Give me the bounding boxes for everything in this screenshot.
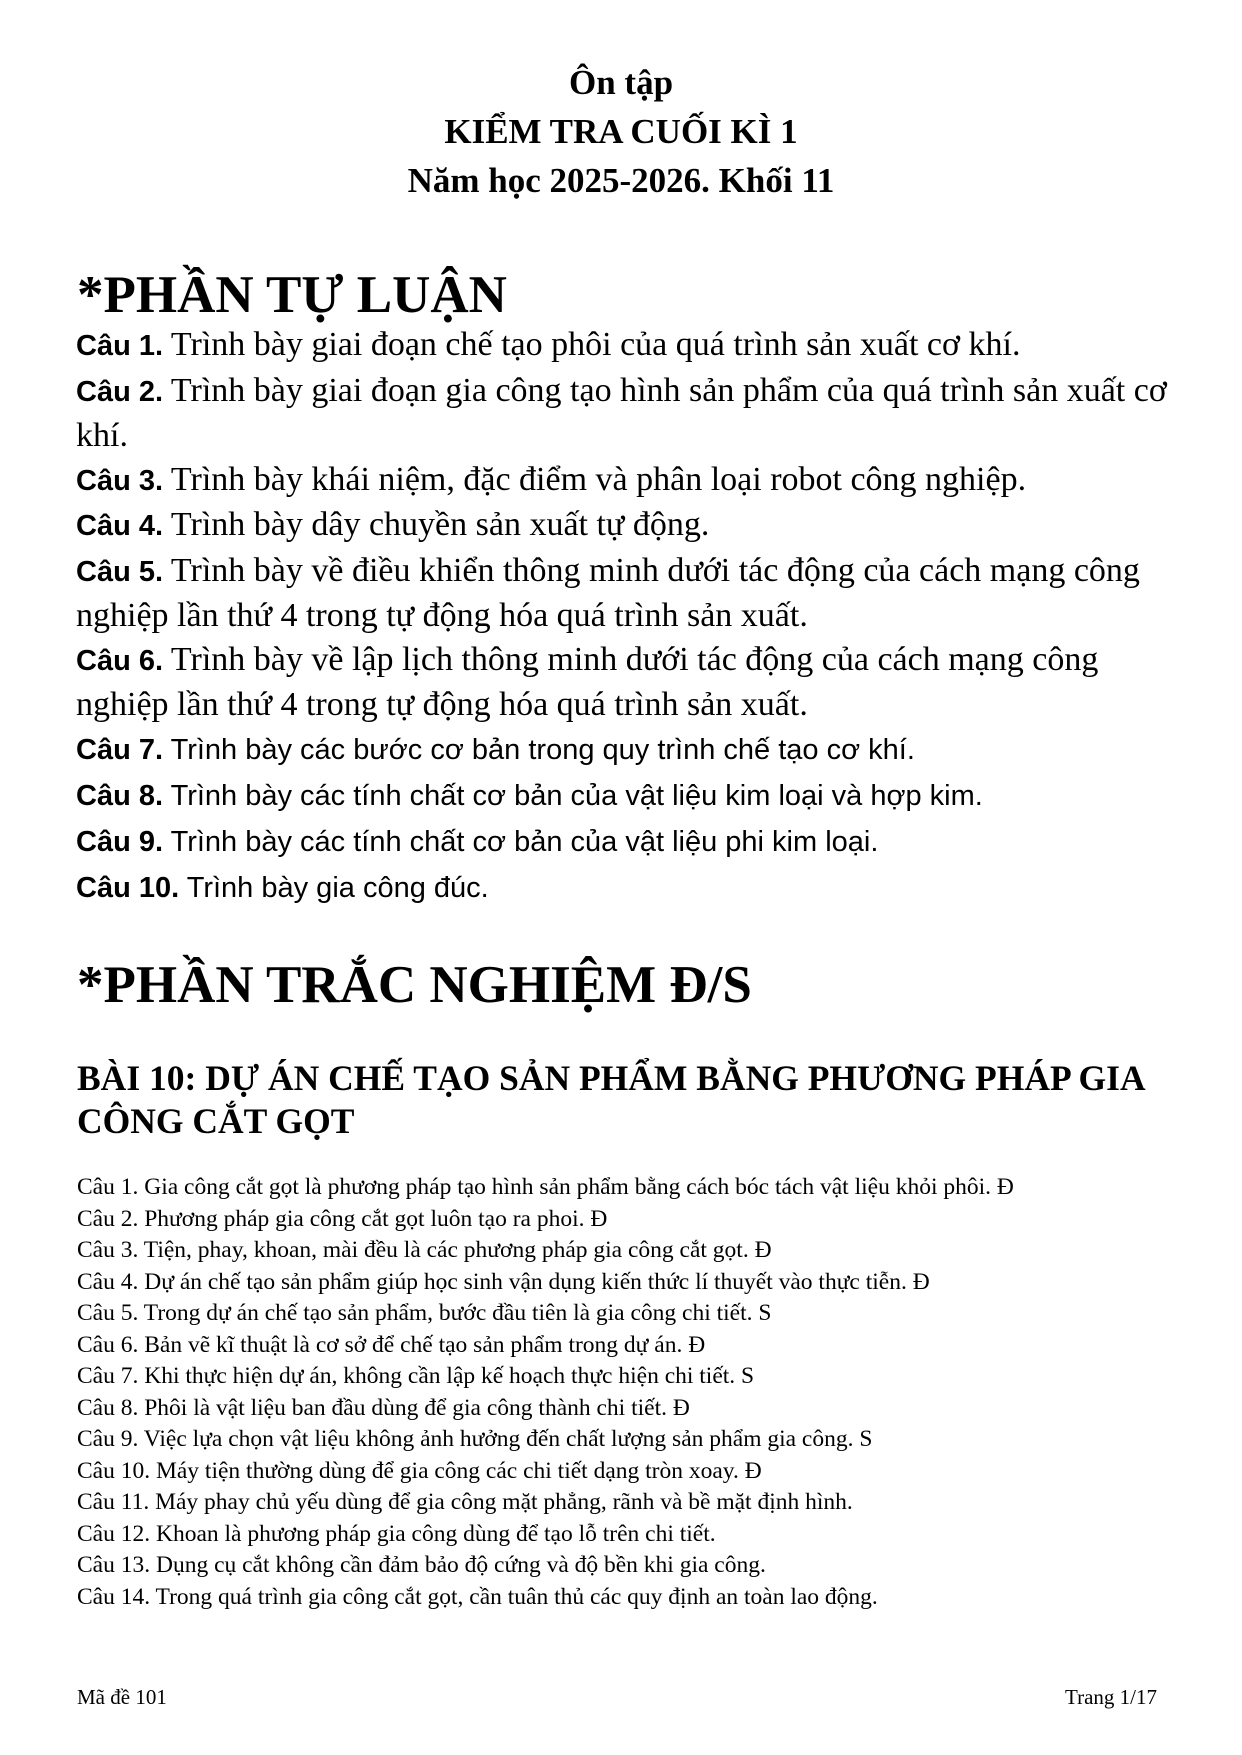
question-label: Câu 10. [76, 871, 180, 904]
question-label: Câu 5. [76, 555, 164, 588]
question-label: Câu 7. [76, 733, 164, 766]
question-text: Trình bày về lập lịch thông minh dưới tác động của cách mạng công nghiệp lần thứ 4 trong tự động hóa quá trình sản xuất. [76, 640, 1099, 723]
header-school-year: Năm học 2025-2026. Khối 11 [407, 161, 835, 200]
true-false-item: Câu 14. Trong quá trình gia công cắt gọt, cần tuân thủ các quy định an toàn lao động. [77, 1583, 878, 1610]
essay-question-list [76, 323, 1186, 911]
essay-question [76, 323, 1186, 369]
true-false-item: Câu 1. Gia công cắt gọt là phương pháp tạo hình sản phẩm bằng cách bóc tách vật liệu khỏi phôi. Đ [77, 1174, 1014, 1200]
question-label: Câu 4. [76, 510, 164, 542]
true-false-item: Câu 6. Bản vẽ kĩ thuật là cơ sở để chế tạo sản phẩm trong dự án. Đ [77, 1331, 706, 1358]
essay-question [76, 773, 1186, 819]
header-exam-title: KIỂM TRA CUỐI KÌ 1 [444, 112, 798, 151]
true-false-item: Câu 8. Phôi là vật liệu ban đầu dùng để gia công thành chi tiết. Đ [77, 1394, 690, 1421]
true-false-item: Câu 3. Tiện, phay, khoan, mài đều là các phương pháp gia công cắt gọt. Đ [77, 1237, 772, 1263]
question-text: Trình bày giai đoạn chế tạo phôi của quá trình sản xuất cơ khí. [163, 326, 1021, 363]
question-text: Trình bày giai đoạn gia công tạo hình sản phẩm của quá trình sản xuất cơ khí. [76, 371, 1167, 454]
exam-code: Mã đề 101 [77, 1685, 167, 1709]
question-label: Câu 9. [76, 825, 164, 858]
true-false-section-heading: *PHẦN TRẮC NGHIỆM Đ/S [77, 956, 752, 1014]
question-text: Trình bày các tính chất cơ bản của vật liệu phi kim loại. [163, 825, 879, 858]
question-text: Trình bày các tính chất cơ bản của vật liệu kim loại và hợp kim. [163, 779, 983, 812]
question-label: Câu 3. [76, 464, 164, 497]
header-review-label: Ôn tập [568, 63, 674, 102]
document-header [0, 58, 1242, 205]
essay-question [76, 865, 1186, 911]
question-label: Câu 6. [76, 644, 164, 677]
essay-question [76, 458, 1186, 504]
question-text: Trình bày về điều khiển thông minh dưới tác động của cách mạng công nghiệp lần thứ 4 trong tự động hóa quá trình sản xuất. [76, 551, 1140, 634]
lesson-title: BÀI 10: DỰ ÁN CHẾ TẠO SẢN PHẨM BẰNG PHƯƠNG PHÁP GIA CÔNG CẮT GỌT [77, 1058, 1144, 1141]
question-label: Câu 1. [76, 330, 164, 362]
question-text: Trình bày khái niệm, đặc điểm và phân loại robot công nghiệp. [163, 460, 1027, 498]
essay-question [76, 638, 1186, 727]
question-label: Câu 2. [76, 375, 164, 408]
true-false-item: Câu 7. Khi thực hiện dự án, không cần lập kế hoạch thực hiện chi tiết. S [77, 1363, 755, 1389]
essay-question [76, 549, 1186, 638]
essay-question [76, 369, 1186, 458]
true-false-item: Câu 5. Trong dự án chế tạo sản phẩm, bước đầu tiên là gia công chi tiết. S [77, 1300, 772, 1326]
true-false-question-list [77, 1172, 1117, 1613]
essay-question [76, 727, 1186, 773]
question-text: Trình bày dây chuyền sản xuất tự động. [163, 506, 710, 543]
question-label: Câu 8. [76, 779, 164, 812]
true-false-item: Câu 12. Khoan là phương pháp gia công dùng để tạo lỗ trên chi tiết. [77, 1520, 716, 1547]
true-false-item: Câu 10. Máy tiện thường dùng để gia công các chi tiết dạng tròn xoay. Đ [77, 1457, 762, 1484]
true-false-item: Câu 11. Máy phay chủ yếu dùng để gia công mặt phẳng, rãnh và bề mặt định hình. [77, 1489, 853, 1515]
essay-question [76, 503, 1186, 549]
true-false-item: Câu 13. Dụng cụ cắt không cần đảm bảo độ cứng và độ bền khi gia công. [77, 1552, 766, 1578]
true-false-item: Câu 4. Dự án chế tạo sản phẩm giúp học sinh vận dụng kiến thức lí thuyết vào thực tiễn. Đ [77, 1268, 930, 1295]
true-false-item: Câu 2. Phương pháp gia công cắt gọt luôn tạo ra phoi. Đ [77, 1205, 608, 1232]
true-false-item: Câu 9. Việc lựa chọn vật liệu không ảnh hưởng đến chất lượng sản phẩm gia công. S [77, 1426, 873, 1452]
question-text: Trình bày các bước cơ bản trong quy trình chế tạo cơ khí. [163, 733, 915, 766]
essay-question [76, 819, 1186, 865]
question-text: Trình bày gia công đúc. [179, 871, 489, 904]
page-number: Trang 1/17 [1065, 1685, 1157, 1709]
essay-section-heading: *PHẦN TỰ LUẬN [77, 266, 507, 324]
